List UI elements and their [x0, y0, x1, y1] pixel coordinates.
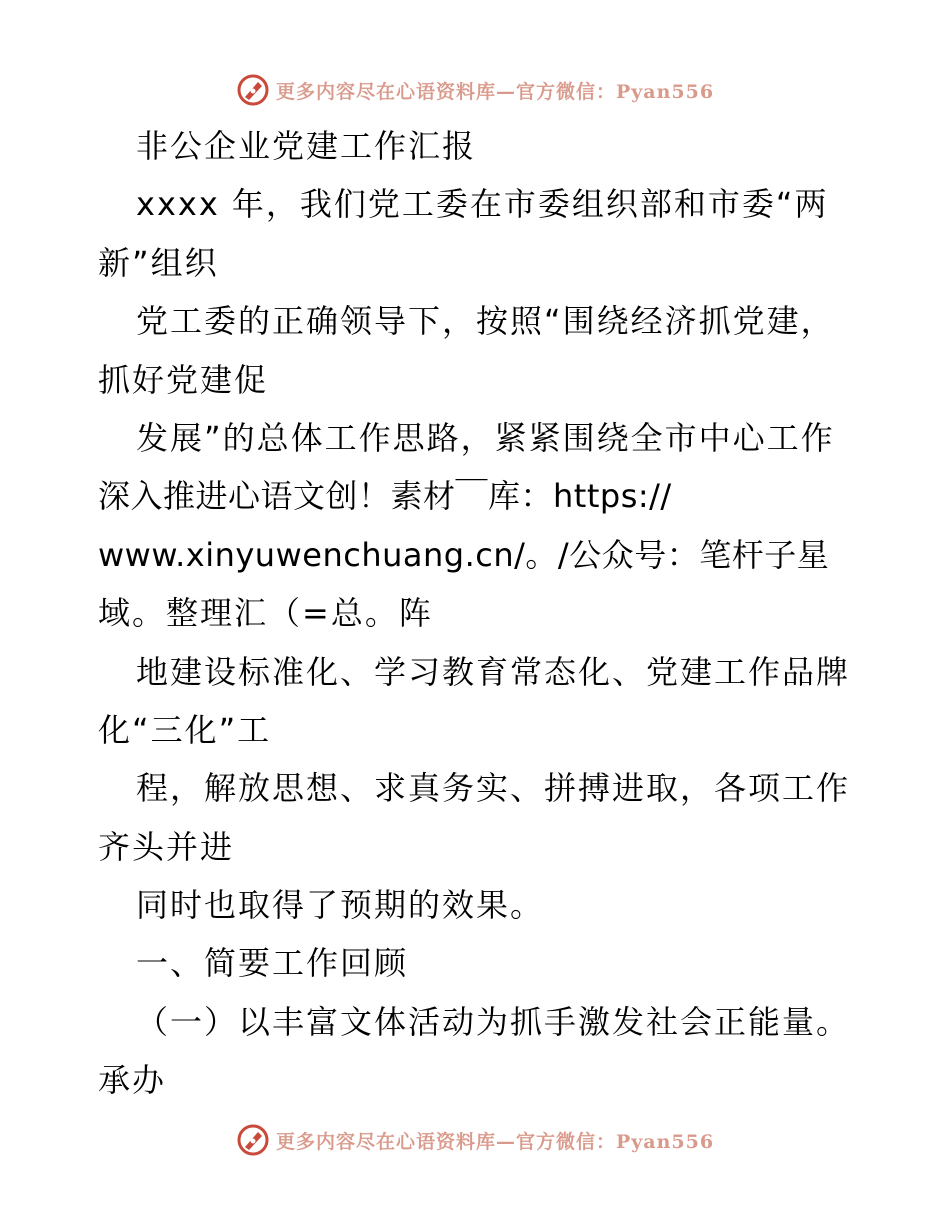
paragraph-line: 新”组织	[98, 243, 219, 282]
paragraph-line: 同时也取得了预期的效果。	[136, 886, 545, 925]
paragraph-line: 党工委的正确领导下，按照“围绕经济抓党建，	[136, 302, 835, 341]
paragraph-line: 地建设标准化、学习教育常态化、党建工作品牌	[136, 652, 851, 691]
header-watermark-banner	[0, 70, 950, 110]
subsection-heading: （一）以丰富文体活动为抓手激发社会正能量。	[136, 1002, 851, 1041]
pen-nib-logo-icon	[236, 1123, 270, 1157]
paragraph-line: 齐头并进	[98, 827, 235, 866]
paragraph-line: 程，解放思想、求真务实、拼搏进取，各项工作	[136, 769, 851, 808]
paragraph-line: 域。整理汇（=总。阵	[98, 594, 433, 633]
pen-nib-logo-icon	[236, 73, 270, 107]
footer-banner-text: 更多内容尽在心语资料库—官方微信：Pyan556	[275, 1130, 715, 1153]
header-banner-text: 更多内容尽在心语资料库—官方微信：Pyan556	[275, 80, 715, 103]
paragraph-line: 抓好党建促	[98, 360, 269, 399]
paragraph-line: www.xinyuwenchuang.cn/。/公众号：笔杆子星	[98, 535, 830, 574]
document-body	[98, 117, 858, 1110]
paragraph-line: 化“三化”工	[98, 710, 272, 749]
paragraph-line: 发展”的总体工作思路，紧紧围绕全市中心工作	[136, 418, 835, 457]
paragraph-line: 深入推进心语文创！素材￣库：https://	[98, 477, 672, 516]
paragraph-line: 承办	[98, 1061, 167, 1100]
section-heading: 一、简要工作回顾	[136, 944, 409, 983]
doc-title: 非公企业党建工作汇报	[136, 127, 477, 165]
paragraph-line: xxxx 年，我们党工委在市委组织部和市委“两	[136, 185, 829, 224]
footer-watermark-banner	[0, 1120, 950, 1160]
